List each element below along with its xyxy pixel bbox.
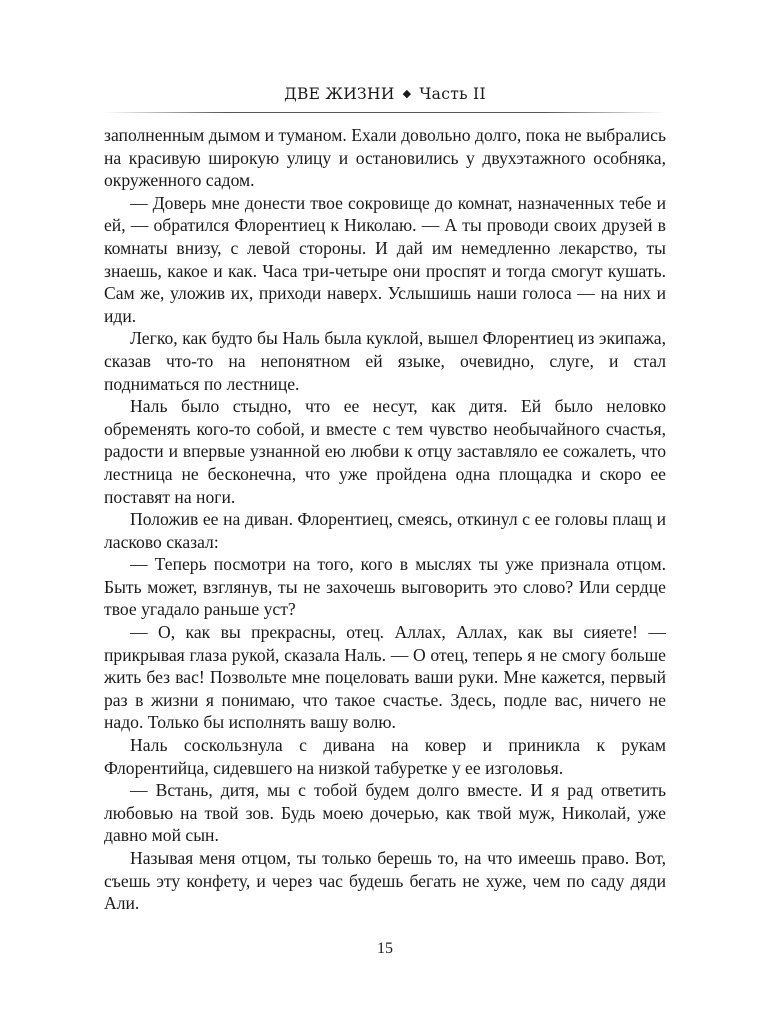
running-header [104,83,666,105]
page-number: 15 [377,940,393,957]
paragraph: — Теперь посмотри на того, кого в мыслях ты уже признала отцом. Быть может, взглянув, ты не захочешь выговорить это слово? Или сердце твое угадало раньше уст? [104,554,666,620]
header-rule [104,112,666,113]
paragraph: Наль было стыдно, что ее несут, как дитя. Ей было неловко обременять кого-то собой, и вместе с тем чувство необычайного счастья, радости и впервые узнанной ею любви к отцу заставляло ее сожалеть, что лестница не бесконечна, что уже пройдена одна площадка и скоро ее поставят на ноги. [104,396,666,507]
paragraph: Легко, как будто бы Наль была куклой, вышел Флорентиец из экипажа, сказав что-то на непонятном ей языке, очевидно, слуге, и стал подниматься по лестнице. [104,328,666,394]
body-text [104,124,666,915]
book-title: ДВЕ ЖИЗНИ [284,85,395,103]
paragraph: — О, как вы прекрасны, отец. Аллах, Аллах, как вы сияете! — прикрывая глаза рукой, сказала Наль. — О отец, теперь я не смогу больше жить без вас! Позвольте мне поцеловать ваши руки. Мне кажется, первый раз в жизни я понимаю, что такое счастье. Здесь, подле вас, ничего не надо. Только бы исполнять вашу волю. [104,622,666,733]
part-label: Часть II [419,85,486,103]
paragraph: Называя меня отцом, ты только берешь то, на что имеешь право. Вот, съешь эту конфету, и через час будешь бегать не хуже, чем по саду дяди Али. [104,848,666,914]
diamond-separator-icon: ◆ [402,87,412,100]
paragraph: Наль соскользнула с дивана на ковер и приникла к рукам Флорентийца, сидевшего на низкой табуретке у ее изголовья. [104,735,666,778]
paragraph: — Доверь мне донести твое сокровище до комнат, назначенных тебе и ей, — обратился Флорентиец к Николаю. — А ты проводи своих друзей в комнаты внизу, с левой стороны. И дай им немедленно лекарство, ты знаешь, какое и как. Часа три-четыре они проспят и тогда смогут кушать. Сам же, уложив их, приходи наверх. Услышишь наши голоса — на них и иди. [104,192,666,326]
paragraph: — Встань, дитя, мы с тобой будем долго вместе. И я рад ответить любовью на твой зов. Будь моею дочерью, как твой муж, Николай, уже давно мой сын. [104,780,666,846]
paragraph-continued: заполненным дымом и туманом. Ехали довольно долго, пока не выбрались на красивую широкую улицу и остановились у двухэтажного особняка, окруженного садом. [104,125,666,191]
paragraph: Положив ее на диван. Флорентиец, смеясь, откинул с ее головы плащ и ласково сказал: [104,509,666,552]
